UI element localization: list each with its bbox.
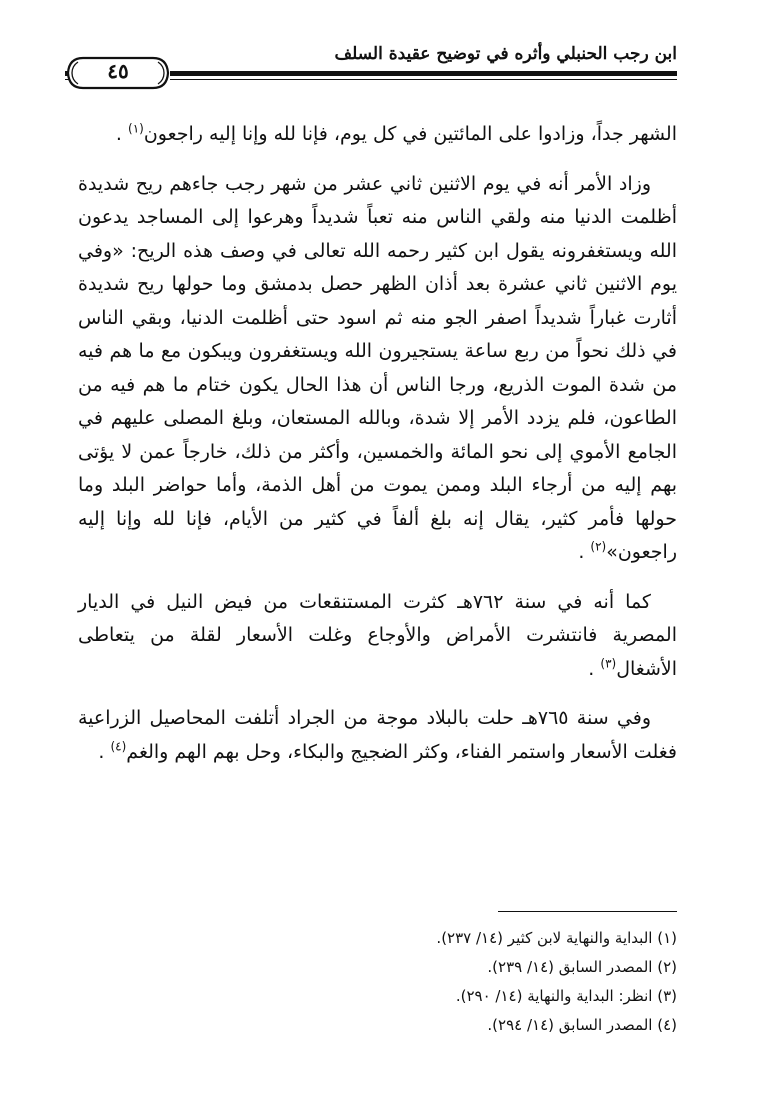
footnote-4: (٤) المصدر السابق (١٤/ ٢٩٤).	[487, 1016, 677, 1034]
paragraph-4-end: .	[98, 740, 105, 763]
footnote-ref-2[interactable]: (٢)	[590, 539, 607, 554]
paragraph-1-end: .	[115, 123, 122, 145]
header-rule-thin	[170, 79, 677, 80]
paragraph-3-end: .	[588, 657, 595, 680]
paragraph-3	[78, 586, 677, 687]
page-number-badge	[65, 56, 171, 90]
footnote-3: (٣) انظر: البداية والنهاية (١٤/ ٢٩٠).	[455, 987, 677, 1005]
paragraph-3-text: كما أنه في سنة ٧٦٢هـ كثرت المستنقعات من فيض النيل في الديار المصرية فانتشرت الأمراض والأوجاع وغلت الأسعار لقلة من يتعاطى الأشغال	[78, 590, 677, 680]
footnotes	[78, 924, 677, 1040]
paragraph-2-end: .	[578, 541, 585, 563]
footnote-2: (٢) المصدر السابق (١٤/ ٢٣٩).	[487, 958, 677, 976]
footnote-ref-3[interactable]: (٣)	[600, 656, 617, 671]
paragraph-1	[78, 118, 677, 152]
page-number: ٤٥	[107, 59, 129, 83]
running-header-title: ابن رجب الحنبلي وأثره في توضيح عقيدة السلف	[334, 44, 677, 64]
footnote-ref-4[interactable]: (٤)	[110, 739, 127, 754]
footnote-separator	[498, 911, 677, 912]
footnote-1: (١) البداية والنهاية لابن كثير (١٤/ ٢٣٧).	[436, 929, 677, 947]
paragraph-4	[78, 702, 677, 769]
paragraph-2	[78, 168, 677, 570]
paragraph-2-text: وزاد الأمر أنه في يوم الاثنين ثاني عشر من شهر رجب جاءهم ريح شديدة أظلمت الدنيا منه ولقي الناس منه تعباً شديداً وهرعوا إلى المساجد يدعون الله ويستغفرونه يقول ابن كثير رحمه الله تعالى في وصف هذه الريح: «وفي يوم الاثنين ثاني عشرة بعد أذان الظهر حصل بدمشق وما حولها ريح شديدة أثارت غباراً شديداً اصفر الجو منه ثم اسود حتى أظلمت الدنيا، وبقي الناس في ذلك نحواً من ربع ساعة يستجيرون الله ويستغفرون ويبكون مع ما هم فيه من شدة الموت الذريع، ورجا الناس أن هذا الحال يكون ختام ما هم فيه من الطاعون، فلم يزدد الأمر إلا شدة، وبالله المستعان، وبلغ المصلى عليهم في الجامع الأموي إلى نحو المائة والخمسين، وأكثر من ذلك، خارجاً عمن لا يؤتى بهم إليه من أرجاء البلد وممن يموت من أهل الذمة، وأما حواضر البلد وما حولها فأمر كثير، يقال إنه بلغ ألفاً في كثير من الأيام، فإنا لله وإنا إليه راجعون»	[78, 172, 677, 563]
main-text	[78, 118, 677, 785]
footnote-ref-1[interactable]: (١)	[128, 121, 144, 136]
paragraph-4-text: وفي سنة ٧٦٥هـ حلت بالبلاد موجة من الجراد أتلفت المحاصيل الزراعية فغلت الأسعار واستمر الفناء، وكثر الضجيج والبكاء، وحل بهم الهم والغم	[78, 707, 677, 763]
paragraph-1-text: الشهر جداً، وزادوا على المائتين في كل يوم، فإنا لله وإنا إليه راجعون	[143, 123, 677, 145]
header-rule-thick	[170, 71, 677, 76]
